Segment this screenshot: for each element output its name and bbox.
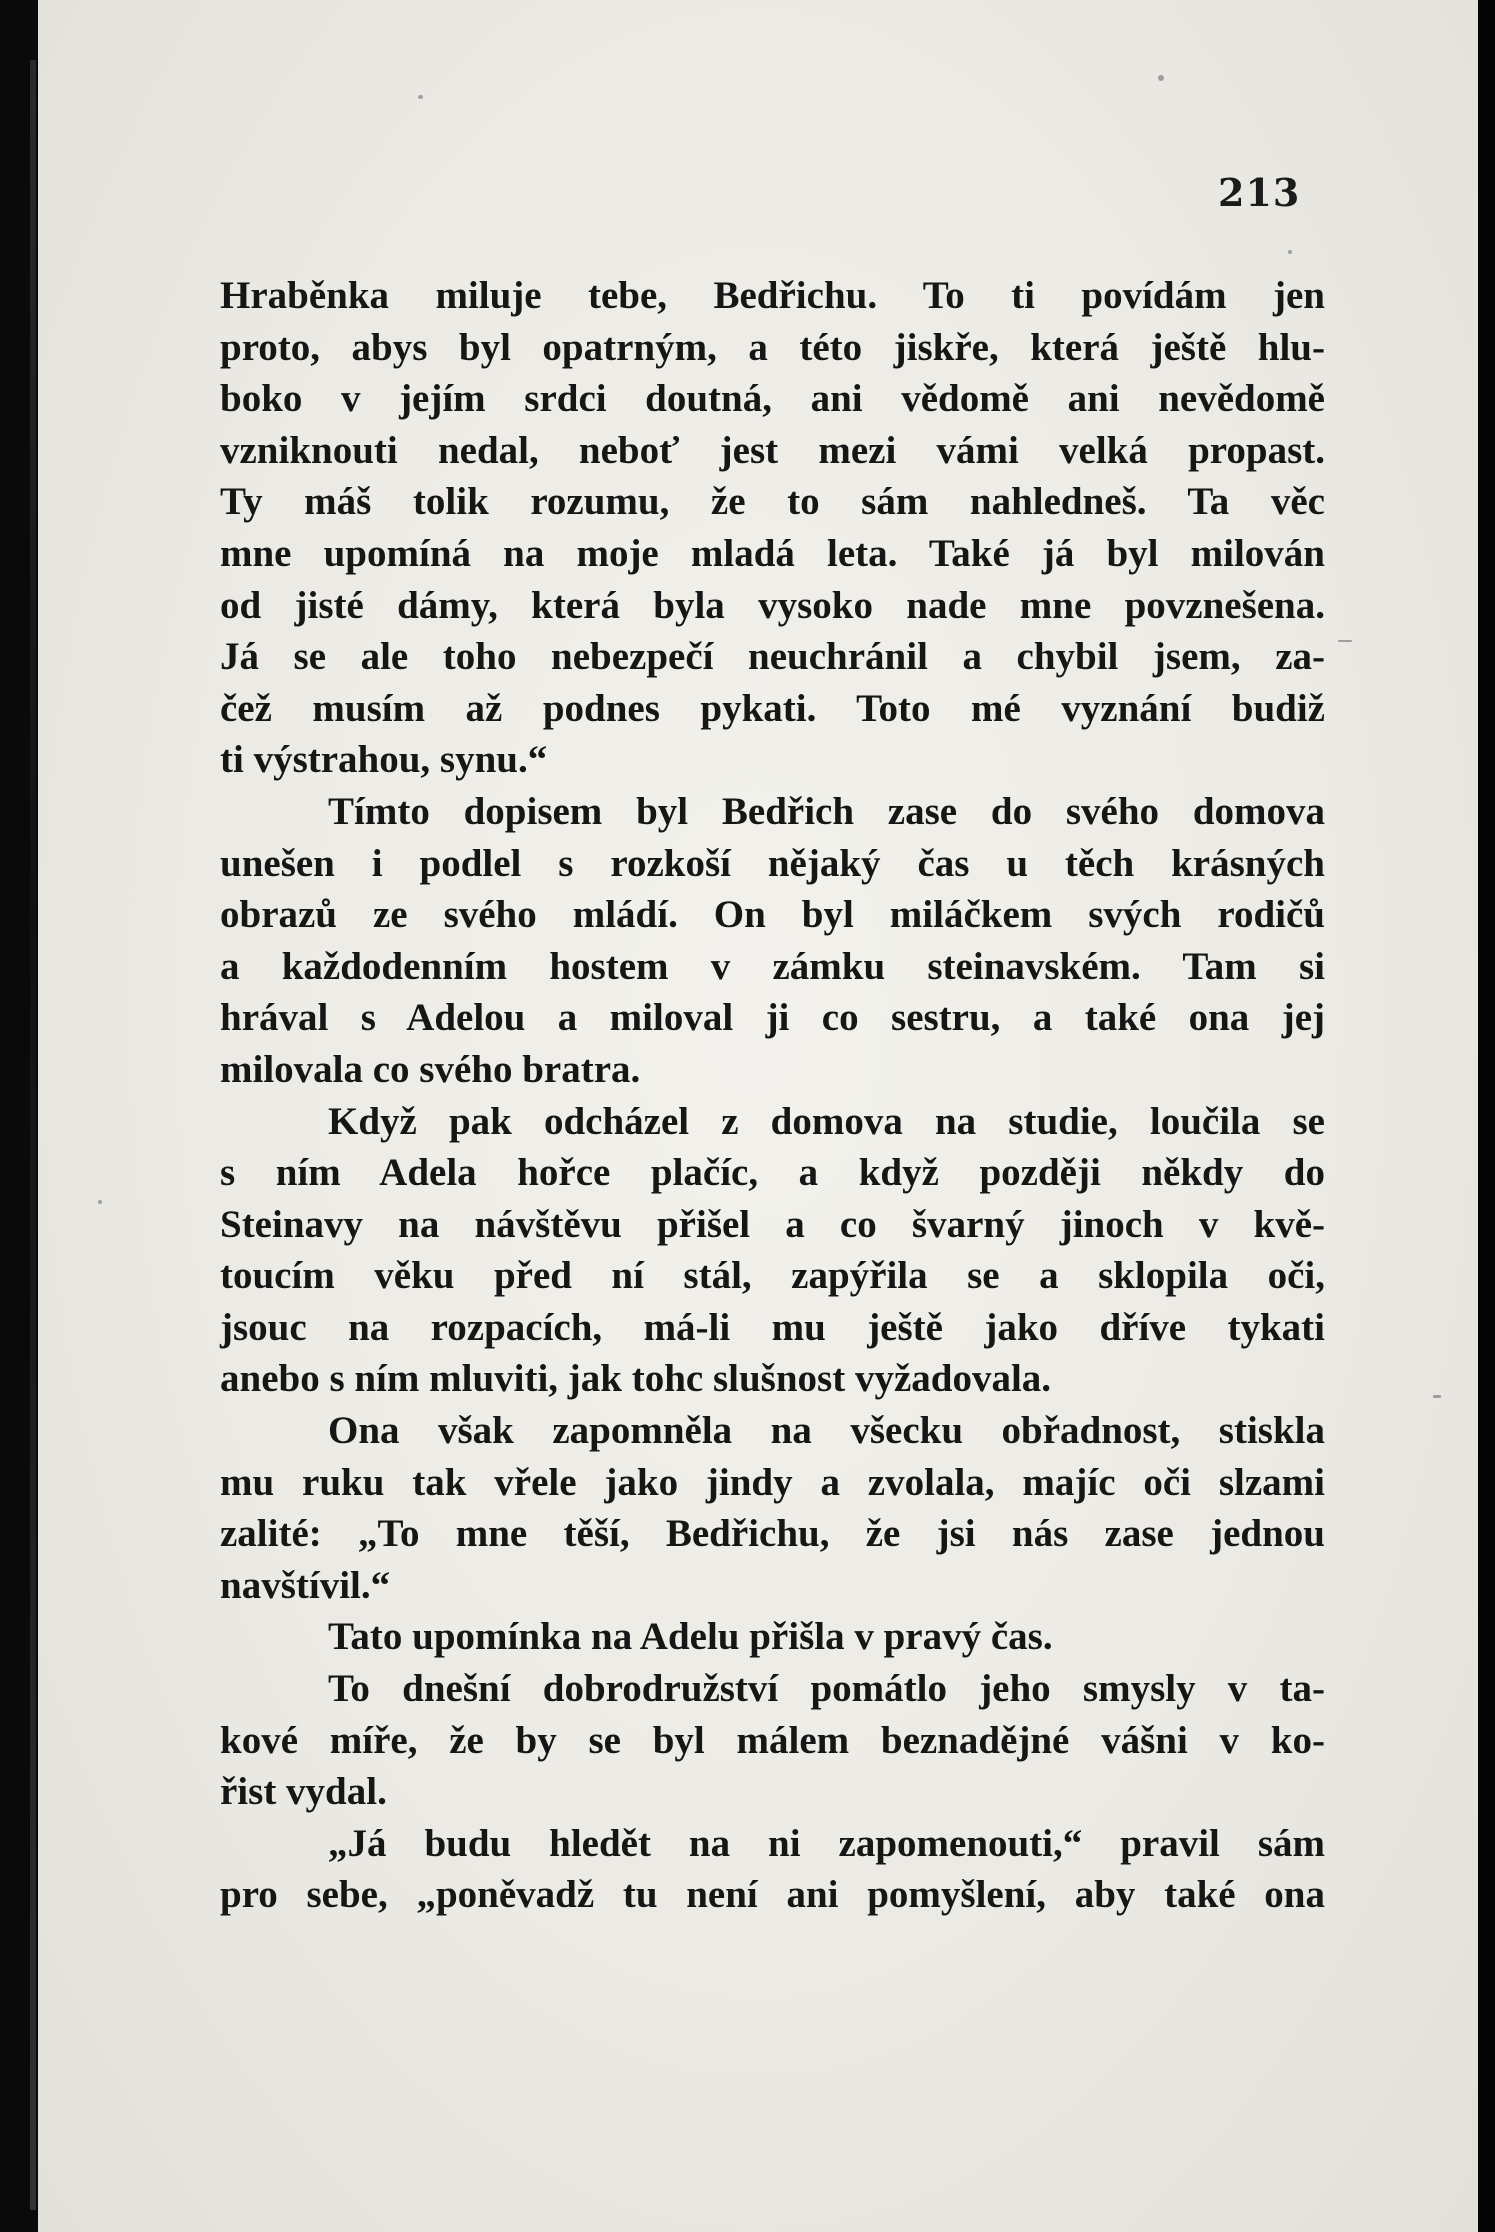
text-line: Tímto dopisem byl Bedřich zase do svého domova [328,789,1325,833]
text-line: anebo s ním mluviti, jak tohc slušnost vyžadovala. [220,1357,1052,1401]
text-line: Steinavy na návštěvu přišel a co švarný jinoch v kvě- [220,1202,1325,1246]
text-line: Hraběnka miluje tebe, Bedřichu. To ti povídám jen [220,274,1325,317]
text-line: vzniknouti nedal, neboť jest mezi vámi velká propast. [220,428,1325,472]
text-line: proto, abys byl opatrným, a této jiskře, která ještě hlu- [220,325,1325,369]
text-line: řist vydal. [220,1770,387,1814]
book-spine-shadow [0,0,38,2232]
text-line: Když pak odcházel z domova na studie, loučila se [328,1099,1325,1143]
text-line: kové míře, že by se byl málem beznadějné vášni v ko- [220,1718,1325,1762]
text-line: mne upomíná na moje mladá leta. Také já byl milován [220,531,1325,575]
text-line: jsouc na rozpacích, má-li mu ještě jako dříve tykati [220,1305,1325,1349]
paper-speck [1288,250,1292,254]
paper-speck [1433,1395,1441,1398]
text-line: hrával s Adelou a miloval ji co sestru, a také ona jej [220,996,1325,1040]
page-text-body [220,270,1325,1921]
paper-speck [98,1200,102,1204]
text-line: od jisté dámy, která byla vysoko nade mne povznešena. [220,583,1325,627]
text-line: unešen i podlel s rozkoší nějaký čas u těch krásných [220,841,1325,885]
text-line: obrazů ze svého mládí. On byl miláčkem svých rodičů [220,893,1325,937]
paper-speck [1338,640,1352,642]
page-number: 213 [1218,170,1301,215]
spine-edge-line [30,60,36,2210]
text-line: s ním Adela hořce plačíc, a když později někdy do [220,1151,1325,1195]
page-right-edge [1478,0,1495,2232]
text-line: a každodenním hostem v zámku steinavském. Tam si [220,944,1325,988]
text-line: Já se ale toho nebezpečí neuchránil a chybil jsem, za- [220,635,1325,679]
text-line: milovala co svého bratra. [220,1047,641,1091]
text-line: čež musím až podnes pykati. Toto mé vyznání budiž [220,686,1325,730]
text-line: mu ruku tak vřele jako jindy a zvolala, majíc oči slzami [220,1460,1325,1504]
text-line: Ona však zapomněla na všecku obřadnost, stiskla [328,1409,1325,1453]
text-line: Ty máš tolik rozumu, že to sám nahledneš. Ta věc [220,480,1325,524]
paper-speck [1158,75,1164,81]
text-line: zalité: „To mne těší, Bedřichu, že jsi nás zase jednou [220,1512,1325,1556]
text-line: pro sebe, „poněvadž tu není ani pomyšlení, aby také ona [220,1873,1325,1917]
paper-speck [418,95,423,99]
text-line: „Já budu hledět na ni zapomenouti,“ pravil sám [328,1821,1325,1865]
text-line: boko v jejím srdci doutná, ani vědomě ani nevědomě [220,377,1325,421]
text-line: Tato upomínka na Adelu přišla v pravý čas. [328,1615,1053,1659]
text-line: ti výstrahou, synu.“ [220,738,548,782]
text-line: toucím věku před ní stál, zapýřila se a sklopila oči, [220,1254,1325,1298]
text-line: navštívil.“ [220,1563,391,1607]
text-line: To dnešní dobrodružství pomátlo jeho smysly v ta- [328,1667,1325,1711]
book-page [38,0,1478,2232]
